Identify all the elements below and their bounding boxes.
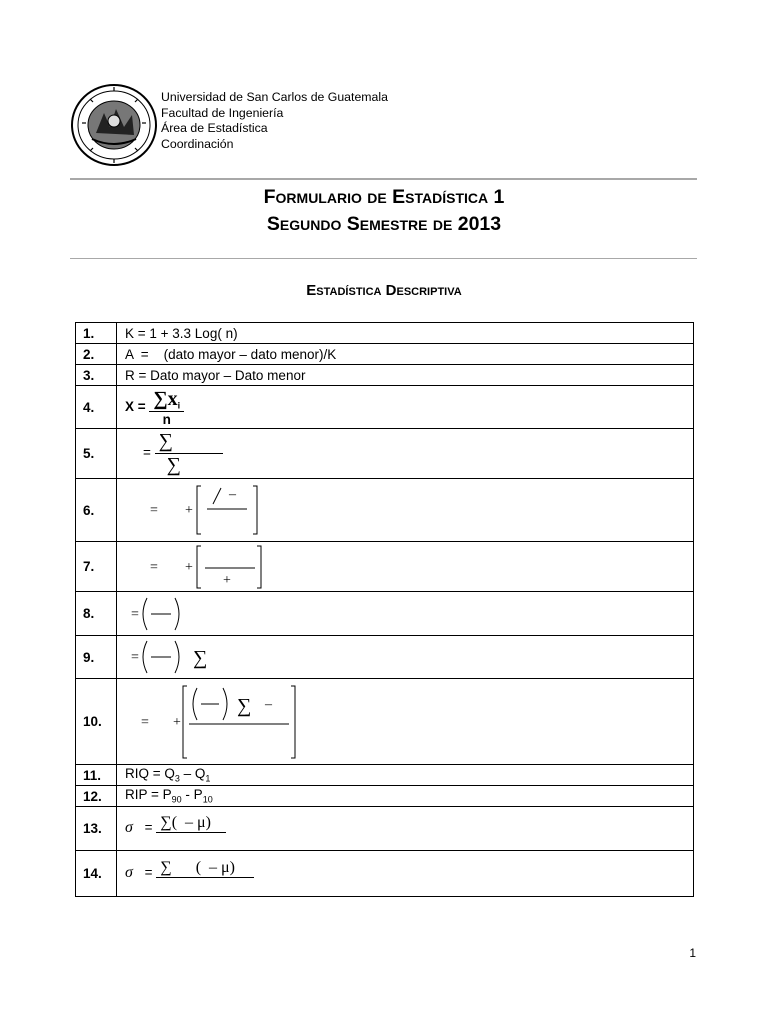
formula-fraction <box>156 859 254 888</box>
formula-row <box>76 807 694 851</box>
formula-expression <box>117 592 694 636</box>
numerator-text: ∑x <box>153 387 178 410</box>
fraction-denominator: ∑ <box>166 454 181 476</box>
formula-number: 6. <box>76 479 117 542</box>
plus-sign: + <box>185 559 193 575</box>
formula-expression <box>117 429 694 479</box>
fraction-numerator: ∑ <box>155 430 223 454</box>
sigma-sign: ∑ <box>193 647 208 669</box>
inner-minus: – <box>229 487 236 502</box>
plus-sign: + <box>185 503 193 518</box>
formula-row <box>76 365 694 386</box>
formula-number: 14. <box>76 851 117 897</box>
formula-fraction <box>149 388 184 427</box>
formula-number: 13. <box>76 807 117 851</box>
title-line-1: Formulario de Estadística 1 <box>263 186 505 208</box>
formula-row <box>76 636 694 679</box>
numerator-subscript: i <box>177 400 181 411</box>
subscript: 3 <box>174 773 180 784</box>
formula-row <box>76 479 694 542</box>
minus-sign: – <box>265 696 272 712</box>
area-name: Área de Estadística <box>161 121 268 135</box>
formula-row <box>76 323 694 344</box>
university-seal <box>70 83 158 167</box>
fraction-denominator <box>149 412 184 427</box>
equals-sign: = <box>143 445 151 461</box>
formula-graphic <box>125 682 315 762</box>
formula-number: 4. <box>76 386 117 429</box>
formula-text <box>117 786 694 807</box>
formula-expression <box>117 386 694 429</box>
equals-sign: = <box>150 503 158 518</box>
formula-number: 2. <box>76 344 117 365</box>
formula-graphic <box>125 482 285 538</box>
formula-mid: – Q <box>179 766 206 782</box>
formula-lhs: RIQ = Q <box>125 766 175 782</box>
formula-number: 8. <box>76 592 117 636</box>
formula-number: 11. <box>76 765 117 786</box>
fraction-denominator <box>156 833 226 843</box>
university-name: Universidad de San Carlos de Guatemala <box>161 90 388 104</box>
equals-sign: = <box>141 714 149 730</box>
formula-text: K = 1 + 3.3 Log( n) <box>117 323 694 344</box>
formula-expression <box>117 479 694 542</box>
fraction-denominator <box>156 878 254 888</box>
bottom-divider <box>70 258 697 259</box>
formula-graphic <box>125 544 285 590</box>
subscript: 10 <box>202 794 213 805</box>
section-title: Estadística Descriptiva <box>306 282 462 299</box>
formula-number: 3. <box>76 365 117 386</box>
formula-text: A = (dato mayor – dato menor)/K <box>117 344 694 365</box>
formula-fraction <box>155 430 223 477</box>
equals-sign: = <box>150 559 158 575</box>
formula-number: 12. <box>76 786 117 807</box>
formula-number: 9. <box>76 636 117 679</box>
office-name: Coordinación <box>161 136 234 151</box>
formula-graphic <box>125 594 205 634</box>
formula-row <box>76 851 694 897</box>
formula-number: 5. <box>76 429 117 479</box>
institution-block <box>161 90 388 152</box>
page-title <box>0 184 768 238</box>
page-number: 1 <box>689 946 696 960</box>
formula-row <box>76 386 694 429</box>
formula-table <box>75 322 694 897</box>
subscript: 1 <box>205 773 211 784</box>
formula-text <box>117 765 694 786</box>
formula-row <box>76 679 694 765</box>
formula-graphic <box>125 637 245 677</box>
formula-expression <box>117 679 694 765</box>
formula-row <box>76 592 694 636</box>
sigma-lowercase: σ <box>125 864 133 882</box>
formula-number: 10. <box>76 679 117 765</box>
sigma-lowercase: σ <box>125 819 133 837</box>
formula-row <box>76 786 694 807</box>
formula-fraction <box>156 814 226 843</box>
faculty-name: Facultad de Ingeniería <box>161 105 284 120</box>
fraction-numerator: ∑ ( – μ) <box>156 859 254 878</box>
formula-text: R = Dato mayor – Dato menor <box>117 365 694 386</box>
sigma-sign: ∑ <box>237 694 252 717</box>
subscript: 90 <box>171 794 182 805</box>
equals-sign: = <box>144 865 153 881</box>
inner-plus: + <box>223 572 231 588</box>
formula-number: 1. <box>76 323 117 344</box>
title-line-2: Segundo Semestre de 2013 <box>266 213 502 235</box>
formula-expression <box>117 542 694 592</box>
formula-lhs: X = <box>125 398 146 414</box>
formula-number: 7. <box>76 542 117 592</box>
formula-row <box>76 542 694 592</box>
formula-row <box>76 429 694 479</box>
formula-lhs: RIP = P <box>125 787 172 803</box>
denominator-text: n <box>162 411 171 427</box>
top-divider <box>70 178 697 180</box>
fraction-numerator <box>149 388 184 412</box>
formula-expression <box>117 636 694 679</box>
formula-expression <box>117 851 694 897</box>
equals-sign: = <box>131 606 139 622</box>
plus-sign: + <box>173 714 181 730</box>
formula-mid: - P <box>181 787 203 803</box>
formula-row <box>76 765 694 786</box>
equals-sign: = <box>144 820 153 836</box>
fraction-numerator: ∑( – μ) <box>156 814 226 833</box>
formula-expression <box>117 807 694 851</box>
equals-sign: = <box>131 650 139 665</box>
formula-row <box>76 344 694 365</box>
